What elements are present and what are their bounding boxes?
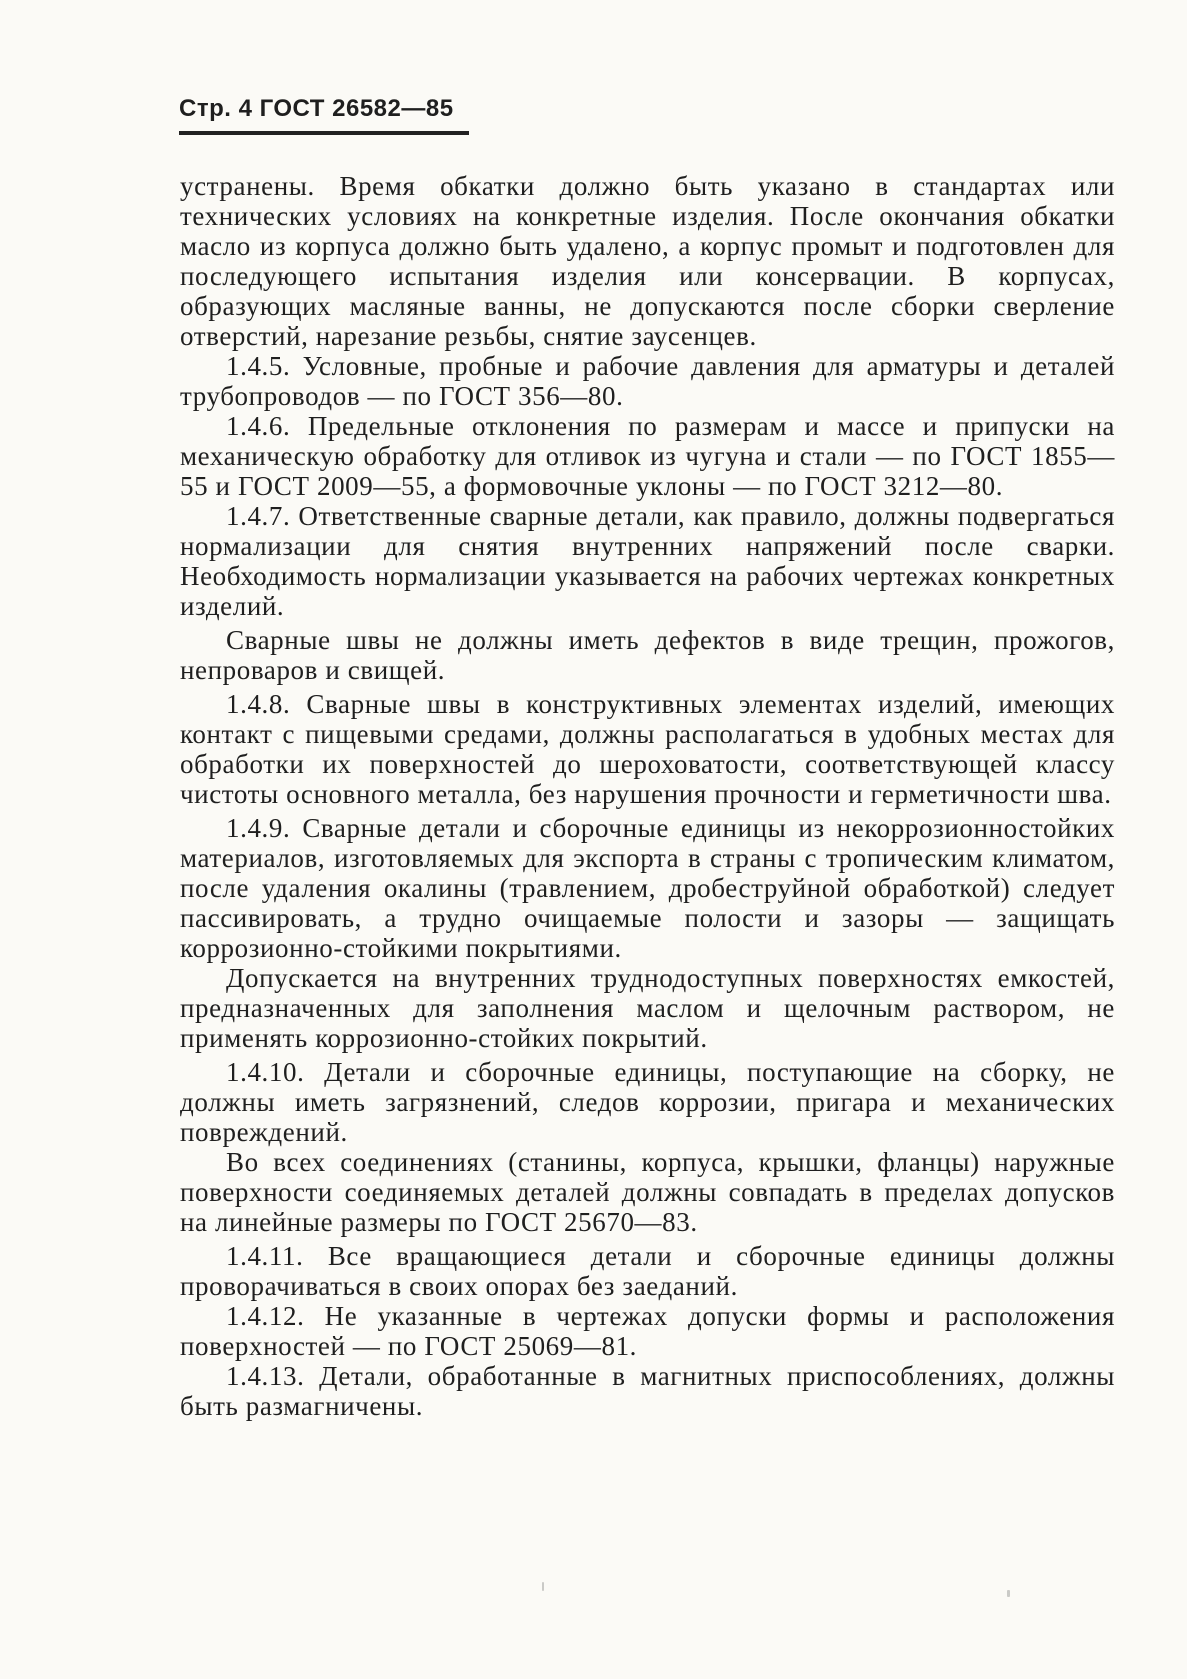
paragraph-1-4-10: 1.4.10. Детали и сборочные единицы, поступающие на сборку, не должны иметь загрязнений, следов коррозии, пригара и механических повреждений.	[180, 1057, 1115, 1147]
paragraph-1-4-12: 1.4.12. Не указанные в чертежах допуски формы и расположения поверхностей — по ГОСТ 25069—81.	[180, 1301, 1115, 1361]
paragraph-1-4-13: 1.4.13. Детали, обработанные в магнитных приспособлениях, должны быть размагничены.	[180, 1361, 1115, 1421]
paragraph-joint-surfaces: Во всех соединениях (станины, корпуса, крышки, фланцы) наружные поверхности соединяемых деталей должны совпадать в пределах допусков на линейные размеры по ГОСТ 25670—83.	[180, 1147, 1115, 1237]
paragraph-1-4-11: 1.4.11. Все вращающиеся детали и сборочные единицы должны проворачиваться в своих опорах без заеданий.	[180, 1241, 1115, 1301]
document-body	[180, 171, 1115, 1421]
scan-noise-mark	[606, 554, 608, 556]
paragraph-1-4-7: 1.4.7. Ответственные сварные детали, как правило, должны подвергаться нормализации для снятия внутренних напряжений после сварки. Необходимость нормализации указывается на рабочих чертежах конкретных изделий.	[180, 501, 1115, 621]
page-header	[179, 97, 469, 139]
page-header-title: Стр. 4 ГОСТ 26582—85	[179, 95, 454, 122]
paragraph-1-4-6: 1.4.6. Предельные отклонения по размерам и массе и припуски на механическую обработку для отливок из чугуна и стали — по ГОСТ 1855—55 и ГОСТ 2009—55, а формовочные уклоны — по ГОСТ 3212—80.	[180, 411, 1115, 501]
paragraph-1-4-9: 1.4.9. Сварные детали и сборочные единицы из некоррозионностойких материалов, изготовляемых для экспорта в страны с тропическим климатом, после удаления окалины (травлением, дробеструйной обработкой) следует пассивировать, а трудно очищаемые полости и зазоры — защищать коррозионно-стойкими покрытиями.	[180, 813, 1115, 963]
paragraph-continuation: устранены. Время обкатки должно быть указано в стандартах или технических условиях на конкретные изделия. После окончания обкатки масло из корпуса должно быть удалено, а корпус промыт и подготовлен для последующего испытания изделия или консервации. В корпусах, образующих масляные ванны, не допускаются после сборки сверление отверстий, нарезание резьбы, снятие заусенцев.	[180, 171, 1115, 351]
paragraph-1-4-5: 1.4.5. Условные, пробные и рабочие давления для арматуры и деталей трубопроводов — по ГОСТ 356—80.	[180, 351, 1115, 411]
paragraph-welds-defects: Сварные швы не должны иметь дефектов в виде трещин, прожогов, непроваров и свищей.	[180, 625, 1115, 685]
header-underline	[179, 131, 469, 135]
scan-noise-mark	[1007, 1590, 1010, 1597]
paragraph-coatings-allowance: Допускается на внутренних труднодоступных поверхностях емкостей, предназначенных для заполнения маслом и щелочным раствором, не применять коррозионно-стойких покрытий.	[180, 963, 1115, 1053]
paragraph-1-4-8: 1.4.8. Сварные швы в конструктивных элементах изделий, имеющих контакт с пищевыми средами, должны располагаться в удобных местах для обработки их поверхностей до шероховатости, соответствующей классу чистоты основного металла, без нарушения прочности и герметичности шва.	[180, 689, 1115, 809]
scan-noise-mark	[542, 1582, 544, 1591]
